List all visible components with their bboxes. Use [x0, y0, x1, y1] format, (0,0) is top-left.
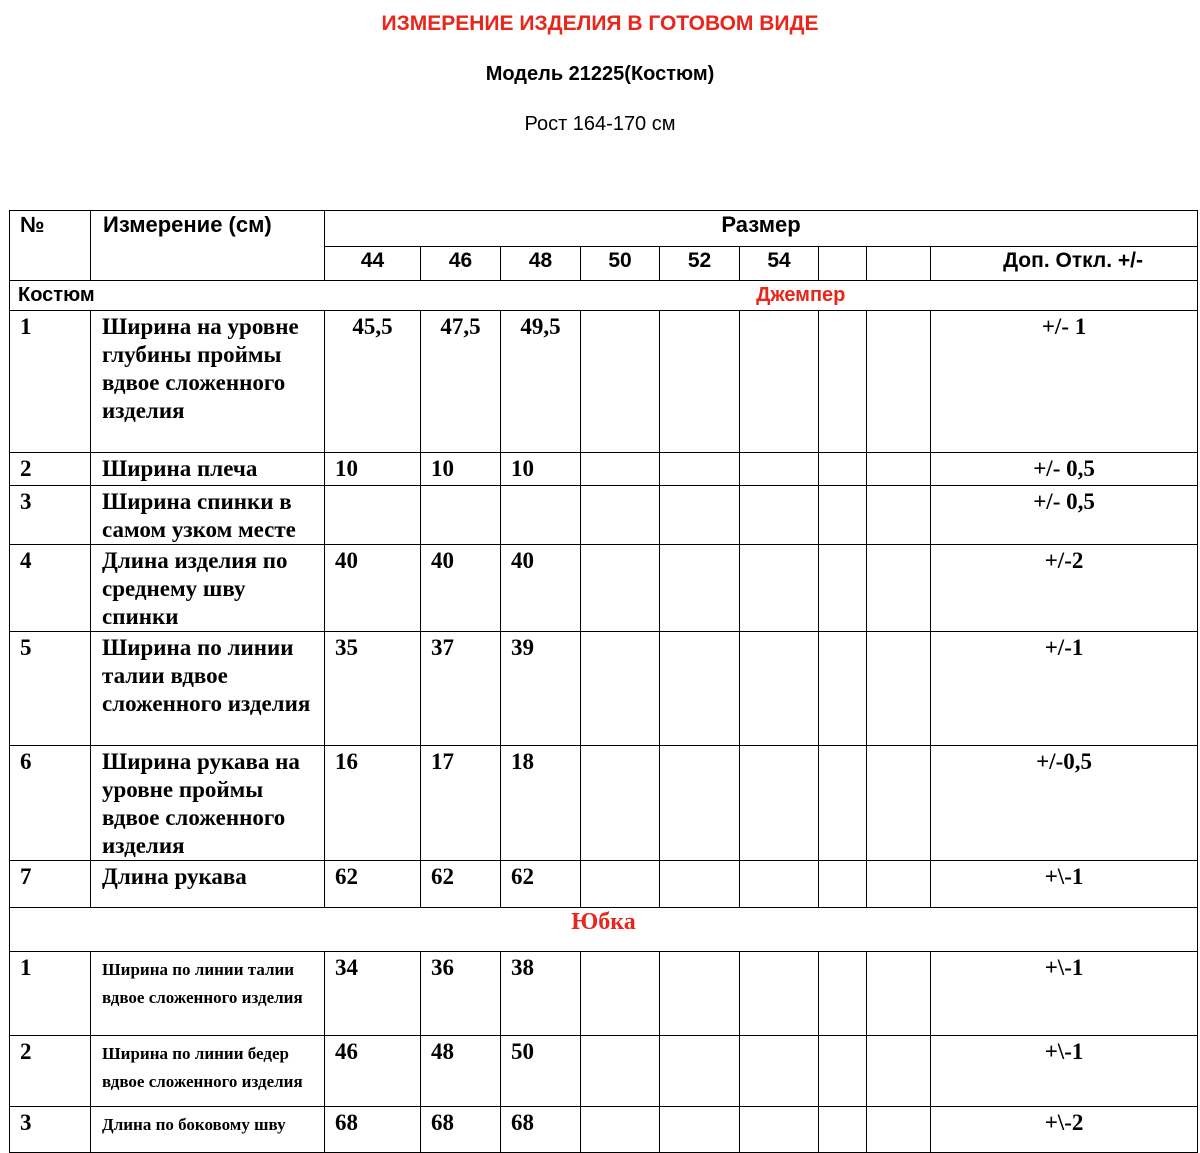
value-extra [867, 453, 931, 486]
value-54 [740, 545, 819, 632]
measure-name: Ширина по линии талии вдвое сложенного изделия [91, 632, 325, 746]
value-52 [660, 311, 740, 453]
value-52 [660, 632, 740, 746]
measure-name: Ширина плеча [91, 453, 325, 486]
value-54 [740, 746, 819, 861]
value-48: 62 [501, 861, 581, 908]
value-52 [660, 861, 740, 908]
value-44: 62 [325, 861, 421, 908]
value-52 [660, 1107, 740, 1153]
value-44 [325, 486, 421, 545]
table-row [10, 545, 1198, 632]
value-extra [819, 746, 867, 861]
size-cell [819, 247, 867, 281]
section-row-skirt [10, 908, 1198, 952]
value-46: 17 [421, 746, 501, 861]
row-number: 2 [10, 1036, 91, 1107]
measure-name: Ширина спинки в самом узком месте [91, 486, 325, 545]
value-50 [581, 1036, 660, 1107]
value-44: 40 [325, 545, 421, 632]
tolerance: +/-2 [931, 545, 1198, 632]
tolerance: +/- 1 [931, 311, 1198, 453]
value-extra [819, 1036, 867, 1107]
section-skirt-label: Юбка [10, 908, 1198, 952]
row-number: 1 [10, 952, 91, 1036]
value-52 [660, 545, 740, 632]
col-tolerance-header: Доп. Откл. +/- [931, 247, 1198, 281]
value-extra [867, 952, 931, 1036]
value-extra [819, 861, 867, 908]
value-extra [819, 1107, 867, 1153]
col-number-header: № [10, 211, 91, 281]
size-cell: 50 [581, 247, 660, 281]
tolerance: +\-1 [931, 861, 1198, 908]
value-54 [740, 486, 819, 545]
value-54 [740, 861, 819, 908]
value-50 [581, 746, 660, 861]
value-extra [867, 545, 931, 632]
value-extra [867, 861, 931, 908]
value-extra [867, 486, 931, 545]
value-50 [581, 453, 660, 486]
value-48: 68 [501, 1107, 581, 1153]
value-54 [740, 952, 819, 1036]
value-48: 10 [501, 453, 581, 486]
tolerance: +/- 0,5 [931, 453, 1198, 486]
value-54 [740, 1036, 819, 1107]
value-46: 62 [421, 861, 501, 908]
size-cell [867, 247, 931, 281]
tolerance: +\-1 [931, 1036, 1198, 1107]
value-extra [867, 1036, 931, 1107]
value-52 [660, 746, 740, 861]
height-label: Рост 164-170 см [524, 113, 676, 135]
value-extra [819, 453, 867, 486]
table-row [10, 632, 1198, 746]
row-number: 2 [10, 453, 91, 486]
value-46: 47,5 [421, 311, 501, 453]
value-46: 48 [421, 1036, 501, 1107]
table-row [10, 1036, 1198, 1107]
measure-name: Ширина по линии бедер вдвое сложенного изделия [91, 1036, 325, 1107]
value-54 [740, 1107, 819, 1153]
tolerance: +\-2 [931, 1107, 1198, 1153]
row-number: 4 [10, 545, 91, 632]
value-46: 40 [421, 545, 501, 632]
measure-name: Ширина рукава на уровне проймы вдвое сложенного изделия [91, 746, 325, 861]
value-44: 46 [325, 1036, 421, 1107]
value-44: 35 [325, 632, 421, 746]
value-52 [660, 486, 740, 545]
size-cell: 48 [501, 247, 581, 281]
table-row [10, 952, 1198, 1036]
value-48: 49,5 [501, 311, 581, 453]
value-46: 36 [421, 952, 501, 1036]
model-label: Модель 21225(Костюм) [485, 63, 715, 85]
value-50 [581, 952, 660, 1036]
value-50 [581, 632, 660, 746]
row-number: 1 [10, 311, 91, 453]
value-48: 50 [501, 1036, 581, 1107]
value-46: 37 [421, 632, 501, 746]
section-row-jumper [10, 281, 1198, 311]
row-number: 3 [10, 486, 91, 545]
col-size-header: Размер [325, 211, 1198, 247]
value-48: 18 [501, 746, 581, 861]
value-48: 39 [501, 632, 581, 746]
size-cell: 44 [325, 247, 421, 281]
value-48: 40 [501, 545, 581, 632]
value-44: 45,5 [325, 311, 421, 453]
header-row [10, 211, 1198, 247]
value-extra [867, 311, 931, 453]
value-extra [867, 746, 931, 861]
value-44: 10 [325, 453, 421, 486]
value-44: 68 [325, 1107, 421, 1153]
measure-name: Ширина на уровне глубины проймы вдвое сложенного изделия [91, 311, 325, 453]
value-extra [819, 952, 867, 1036]
value-52 [660, 952, 740, 1036]
value-extra [819, 632, 867, 746]
value-48 [501, 486, 581, 545]
value-50 [581, 311, 660, 453]
row-number: 5 [10, 632, 91, 746]
value-extra [819, 486, 867, 545]
row-number: 3 [10, 1107, 91, 1153]
page-title: ИЗМЕРЕНИЕ ИЗДЕЛИЯ В ГОТОВОМ ВИДЕ [381, 12, 819, 35]
value-54 [740, 311, 819, 453]
value-46: 68 [421, 1107, 501, 1153]
tolerance: +/-1 [931, 632, 1198, 746]
value-46 [421, 486, 501, 545]
value-52 [660, 1036, 740, 1107]
table-row [10, 1107, 1198, 1153]
value-44: 16 [325, 746, 421, 861]
measure-name: Ширина по линии талии вдвое сложенного изделия [91, 952, 325, 1036]
value-54 [740, 632, 819, 746]
measure-name: Длина рукава [91, 861, 325, 908]
value-50 [581, 861, 660, 908]
size-cell: 46 [421, 247, 501, 281]
measure-name: Длина по боковому шву [91, 1107, 325, 1153]
value-extra [867, 1107, 931, 1153]
table-row [10, 861, 1198, 908]
value-extra [867, 632, 931, 746]
group-label: Костюм [10, 281, 325, 311]
measurement-table [9, 210, 1198, 1153]
value-extra [819, 311, 867, 453]
section-jumper-label: Джемпер [325, 281, 1198, 311]
tolerance: +/- 0,5 [931, 486, 1198, 545]
table-row [10, 453, 1198, 486]
value-50 [581, 545, 660, 632]
row-number: 6 [10, 746, 91, 861]
tolerance: +\-1 [931, 952, 1198, 1036]
size-cell: 54 [740, 247, 819, 281]
col-measure-header: Измерение (см) [91, 211, 325, 281]
value-extra [819, 545, 867, 632]
value-54 [740, 453, 819, 486]
size-cell: 52 [660, 247, 740, 281]
value-50 [581, 1107, 660, 1153]
row-number: 7 [10, 861, 91, 908]
table-row [10, 486, 1198, 545]
value-46: 10 [421, 453, 501, 486]
tolerance: +/-0,5 [931, 746, 1198, 861]
value-44: 34 [325, 952, 421, 1036]
value-50 [581, 486, 660, 545]
measure-name: Длина изделия по среднему шву спинки [91, 545, 325, 632]
table-row [10, 746, 1198, 861]
table-row [10, 311, 1198, 453]
value-52 [660, 453, 740, 486]
value-48: 38 [501, 952, 581, 1036]
